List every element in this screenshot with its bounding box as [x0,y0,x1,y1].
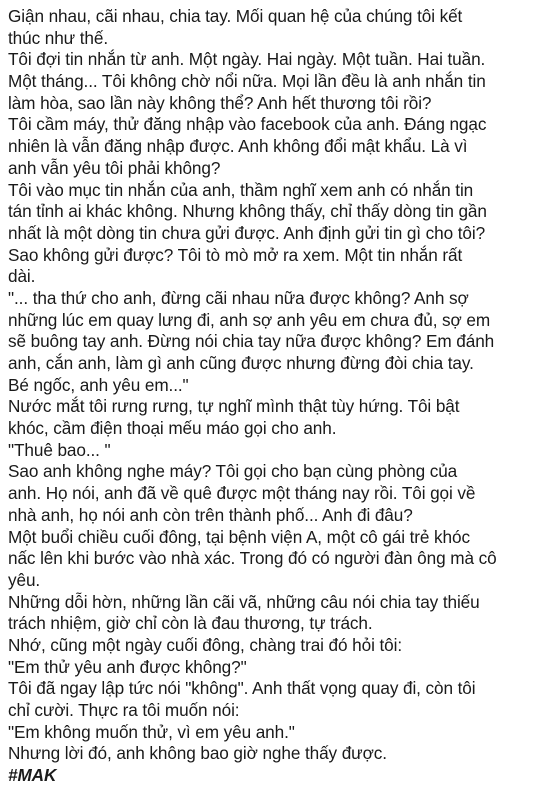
story-line: sẽ buông tay anh. Đừng nói chia tay nữa được không? Em đánh [8,331,495,352]
story-line: chỉ cười. Thực ra tôi muốn nói: [8,700,240,720]
story-line: yêu. [8,569,41,590]
story-line: Những dỗi hờn, những lần cãi vã, những câu nói chia tay thiếu [8,591,480,612]
story-line: Sao không gửi được? Tôi tò mò mở ra xem. Một tin nhắn rất [8,244,463,265]
story-line: nhà anh, họ nói anh còn trên thành phố... Anh đi đâu? [8,504,413,525]
story-line: Nhưng lời đó, anh không bao giờ nghe thấy được. [8,743,387,764]
story-line: Nước mắt tôi rưng rưng, tự nghĩ mình thật tùy hứng. Tôi bật [8,396,460,417]
story-line: thúc như thế. [8,27,109,48]
story-line: "Em thử yêu anh được không?" [8,656,247,677]
story-line: nhiên là vẫn đăng nhập được. Anh không đổi mật khẩu. Là vì [8,136,468,157]
story-line: "... tha thứ cho anh, đừng cãi nhau nữa được không? Anh sợ [8,287,469,308]
story-line: trách nhiệm, giờ chỉ còn là đau thương, tự trách. [8,613,373,634]
story-line: nhất là một dòng tin chưa gửi được. Anh định gửi tin gì cho tôi? [8,222,486,243]
story-line: Tôi cầm máy, thử đăng nhập vào facebook của anh. Đáng ngạc [8,114,487,135]
story-line: Tôi đợi tin nhắn từ anh. Một ngày. Hai ngày. Một tuần. Hai tuần. [8,49,486,70]
story-line: tán tỉnh ai khác không. Nhưng không thấy, chỉ thấy dòng tin gần [8,201,487,222]
story-line: nấc lên khi bước vào nhà xác. Trong đó có người đàn ông mà cô [8,548,497,569]
story-line: Một tháng... Tôi không chờ nổi nữa. Mọi lần đều là anh nhắn tin [8,71,486,92]
story-line: anh. Họ nói, anh đã về quê được một tháng nay rồi. Tôi gọi về [8,483,476,504]
story-line: những lúc em quay lưng đi, anh sợ anh yêu em chưa đủ, sợ em [8,309,491,330]
story-line: anh vẫn yêu tôi phải không? [8,157,221,178]
story-line: Tôi đã ngay lập tức nói "không". Anh thất vọng quay đi, còn tôi [8,678,476,699]
story-line: Giận nhau, cãi nhau, chia tay. Mối quan hệ của chúng tôi kết [8,6,463,26]
author-signature: #MAK [8,765,57,786]
story-line: dài. [8,266,36,287]
story-line: anh, cắn anh, làm gì anh cũng được nhưng đừng đòi chia tay. [8,353,474,373]
story-line: "Em không muốn thử, vì em yêu anh." [8,721,295,742]
story-line: khóc, cầm điện thoại mếu máo gọi cho anh. [8,418,337,439]
story-line: Sao anh không nghe máy? Tôi gọi cho bạn cùng phòng của [8,461,458,482]
story-line: Tôi vào mục tin nhắn của anh, thầm nghĩ xem anh có nhắn tin [8,179,474,200]
story-line: Bé ngốc, anh yêu em..." [8,374,189,395]
story-line: làm hòa, sao lần này không thể? Anh hết thương tôi rồi? [8,92,432,113]
story-line: "Thuê bao... " [8,439,111,460]
story-line: Một buổi chiều cuối đông, tại bệnh viện A, một cô gái trẻ khóc [8,526,470,547]
story-text [8,6,536,787]
story-line: Nhớ, cũng một ngày cuối đông, chàng trai đó hỏi tôi: [8,634,402,655]
